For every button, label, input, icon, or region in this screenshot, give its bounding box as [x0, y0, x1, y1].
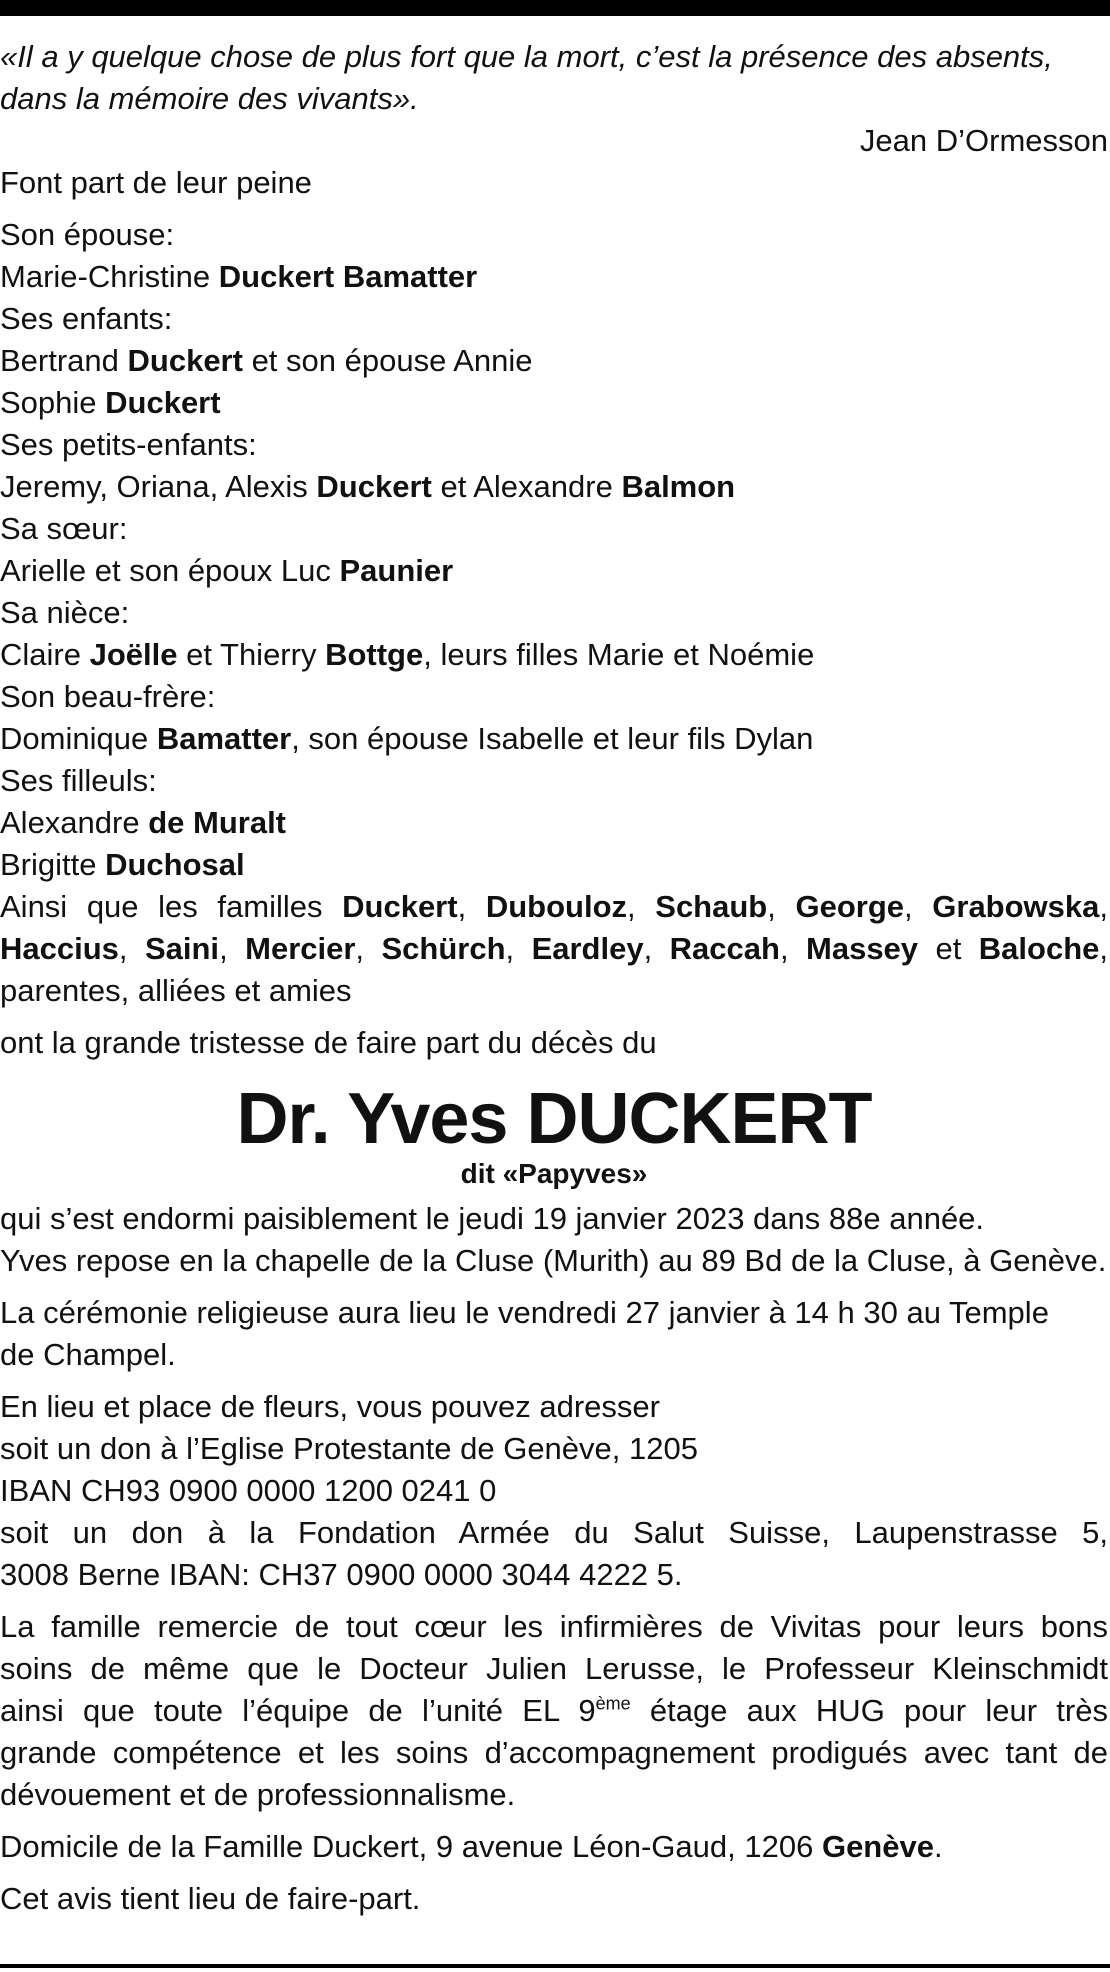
announcement-text: ont la grande tristesse de faire part du décès du	[0, 1025, 657, 1060]
bottom-rule	[0, 1964, 1110, 1968]
top-rule	[0, 0, 1110, 16]
child-2: Sophie Duckert	[0, 385, 221, 420]
quote-line-2: dans la mémoire des vivants».	[0, 81, 419, 116]
brother-in-law-label: Son beau-frère:	[0, 679, 216, 714]
grandchildren-names: Jeremy, Oriana, Alexis Duckert et Alexandre Balmon	[0, 469, 736, 504]
donations-line-1: En lieu et place de fleurs, vous pouvez adresser	[0, 1389, 660, 1424]
families-line-1: Ainsi que les familles Duckert, Dubouloz, Schaub, George, Grabowska,	[0, 889, 1109, 924]
obituary-notice	[0, 36, 1108, 1920]
deceased-name: Dr. Yves DUCKERT	[236, 1079, 872, 1159]
families-tail: parentes, alliées et amies	[0, 973, 352, 1008]
quote-author: Jean D’Ormesson	[859, 123, 1108, 158]
thanks-section	[0, 1606, 1108, 1816]
quote-line-1: «Il a y quelque chose de plus fort que la mort, c’est la présence des absents,	[0, 39, 1053, 74]
donations-iban-1: IBAN CH93 0900 0000 1200 0241 0	[0, 1473, 497, 1508]
donations-section	[0, 1386, 1108, 1596]
godchild-1: Alexandre de Muralt	[0, 805, 287, 840]
sister-name: Arielle et son époux Luc Paunier	[0, 553, 454, 588]
ceremony-line-2: de Champel.	[0, 1337, 176, 1372]
thanks-line-3: ainsi que toute l’équipe de l’unité EL 9ème étage aux HUG pour leur très	[0, 1693, 1108, 1728]
donations-line-4: soit un don à la Fondation Armée du Salut Suisse, Laupenstrasse 5,	[0, 1515, 1108, 1550]
details-line-1: qui s’est endormi paisiblement le jeudi 19 janvier 2023 dans 88e année.	[0, 1201, 985, 1236]
family-address: Domicile de la Famille Duckert, 9 avenue Léon-Gaud, 1206 Genève.	[0, 1829, 943, 1864]
children-label: Ses enfants:	[0, 301, 173, 336]
child-1: Bertrand Duckert et son épouse Annie	[0, 343, 533, 378]
godchild-2: Brigitte Duchosal	[0, 847, 245, 882]
family-list	[0, 214, 1108, 1012]
thanks-line-1: La famille remercie de tout cœur les infirmières de Vivitas pour leurs bons	[0, 1609, 1108, 1644]
details-line-2: Yves repose en la chapelle de la Cluse (Murith) au 89 Bd de la Cluse, à Genève.	[0, 1243, 1107, 1278]
brother-in-law-name: Dominique Bamatter, son épouse Isabelle et leur fils Dylan	[0, 721, 814, 756]
spouse-label: Son épouse:	[0, 217, 175, 252]
ceremony-line-1: La cérémonie religieuse aura lieu le vendredi 27 janvier à 14 h 30 au Temple	[0, 1295, 1049, 1330]
spouse-name: Marie-Christine Duckert Bamatter	[0, 259, 478, 294]
sister-label: Sa sœur:	[0, 511, 128, 546]
niece-label: Sa nièce:	[0, 595, 130, 630]
intro-text: Font part de leur peine	[0, 165, 312, 200]
niece-name: Claire Joëlle et Thierry Bottge, leurs filles Marie et Noémie	[0, 637, 815, 672]
godchildren-label: Ses filleuls:	[0, 763, 157, 798]
families-line-2: Haccius, Saini, Mercier, Schürch, Eardley, Raccah, Massey et Baloche,	[0, 931, 1109, 966]
donations-iban-2: 3008 Berne IBAN: CH37 0900 0000 3044 4222 5.	[0, 1557, 683, 1592]
donations-line-2: soit un don à l’Eglise Protestante de Genève, 1205	[0, 1431, 698, 1466]
deceased-nickname: dit «Papyves»	[460, 1158, 648, 1189]
grandchildren-label: Ses petits-enfants:	[0, 427, 257, 462]
closing-note: Cet avis tient lieu de faire-part.	[0, 1881, 421, 1916]
thanks-line-2: soins de même que le Docteur Julien Lerusse, le Professeur Kleinschmidt	[0, 1651, 1108, 1686]
thanks-line-4: grande compétence et les soins d’accompagnement prodigués avec tant de	[0, 1735, 1108, 1770]
thanks-line-5: dévouement et de professionnalisme.	[0, 1777, 516, 1812]
